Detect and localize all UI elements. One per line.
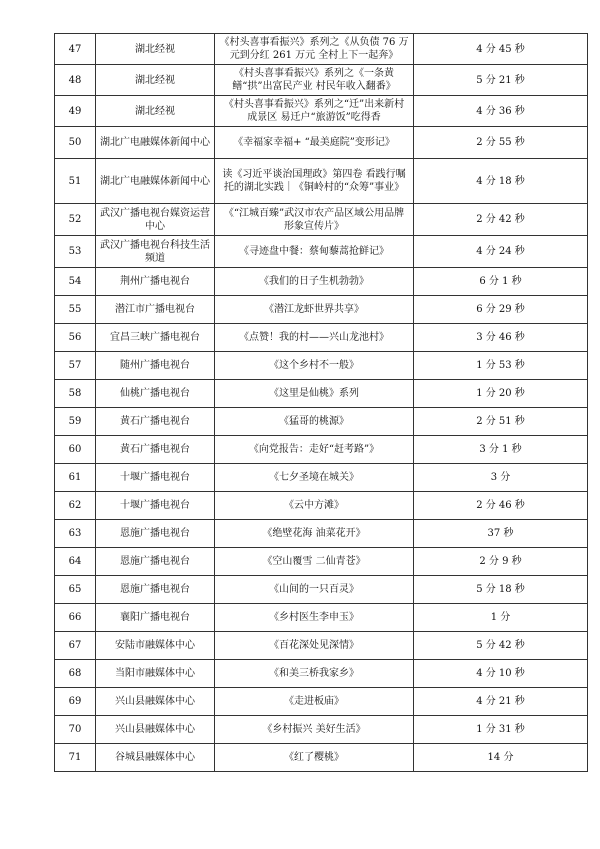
program-title: 《“江城百臻”武汉市农产品区域公用品牌形象宣传片》 bbox=[215, 204, 414, 236]
program-length: 2 分 9 秒 bbox=[414, 548, 588, 576]
program-list-body bbox=[55, 34, 588, 772]
row-number: 56 bbox=[55, 324, 96, 352]
program-length: 14 分 bbox=[414, 744, 588, 772]
table-row bbox=[55, 520, 588, 548]
program-length: 3 分 bbox=[414, 464, 588, 492]
table-row bbox=[55, 127, 588, 159]
table-row bbox=[55, 65, 588, 96]
program-title: 《我们的日子生机勃勃》 bbox=[215, 268, 414, 296]
program-length: 2 分 55 秒 bbox=[414, 127, 588, 159]
table-row bbox=[55, 159, 588, 204]
program-length: 6 分 29 秒 bbox=[414, 296, 588, 324]
program-title: 读《习近平谈治国理政》第四卷 看践行嘱托的湖北实践｜《铜岭村的“众筹”事业》 bbox=[215, 159, 414, 204]
program-title: 《走进板庙》 bbox=[215, 688, 414, 716]
program-title: 《点赞！我的村——兴山龙池村》 bbox=[215, 324, 414, 352]
row-number: 71 bbox=[55, 744, 96, 772]
program-length: 2 分 51 秒 bbox=[414, 408, 588, 436]
unit-name: 随州广播电视台 bbox=[96, 352, 215, 380]
program-list-table bbox=[54, 33, 588, 772]
row-number: 64 bbox=[55, 548, 96, 576]
program-length: 4 分 24 秒 bbox=[414, 236, 588, 268]
row-number: 63 bbox=[55, 520, 96, 548]
row-number: 49 bbox=[55, 96, 96, 127]
program-title: 《潜江龙虾世界共享》 bbox=[215, 296, 414, 324]
unit-name: 潜江市广播电视台 bbox=[96, 296, 215, 324]
program-title: 《绝壁花海 油菜花开》 bbox=[215, 520, 414, 548]
unit-name: 兴山县融媒体中心 bbox=[96, 688, 215, 716]
row-number: 69 bbox=[55, 688, 96, 716]
row-number: 61 bbox=[55, 464, 96, 492]
row-number: 66 bbox=[55, 604, 96, 632]
table-row bbox=[55, 352, 588, 380]
unit-name: 安陆市融媒体中心 bbox=[96, 632, 215, 660]
row-number: 58 bbox=[55, 380, 96, 408]
unit-name: 湖北广电融媒体新闻中心 bbox=[96, 127, 215, 159]
unit-name: 当阳市融媒体中心 bbox=[96, 660, 215, 688]
program-title: 《村头喜事看振兴》系列之《从负债 76 万元到分红 261 万元 全村上下一起奔》 bbox=[215, 34, 414, 65]
program-length: 1 分 bbox=[414, 604, 588, 632]
program-title: 《村头喜事看振兴》系列之《一条黄鳝“拱”出富民产业 村民年收入翻番》 bbox=[215, 65, 414, 96]
program-title: 《空山覆雪 二仙青苍》 bbox=[215, 548, 414, 576]
program-length: 1 分 53 秒 bbox=[414, 352, 588, 380]
table-row bbox=[55, 632, 588, 660]
unit-name: 黄石广播电视台 bbox=[96, 408, 215, 436]
program-title: 《向党报告：走好“赶考路”》 bbox=[215, 436, 414, 464]
program-title: 《这里是仙桃》系列 bbox=[215, 380, 414, 408]
row-number: 54 bbox=[55, 268, 96, 296]
row-number: 48 bbox=[55, 65, 96, 96]
program-length: 4 分 10 秒 bbox=[414, 660, 588, 688]
unit-name: 湖北广电融媒体新闻中心 bbox=[96, 159, 215, 204]
program-title: 《和美三桥我家乡》 bbox=[215, 660, 414, 688]
unit-name: 黄石广播电视台 bbox=[96, 436, 215, 464]
table-row bbox=[55, 204, 588, 236]
table-row bbox=[55, 688, 588, 716]
program-title: 《幸福家幸福+ “最美庭院”变形记》 bbox=[215, 127, 414, 159]
program-title: 《山间的一只百灵》 bbox=[215, 576, 414, 604]
row-number: 47 bbox=[55, 34, 96, 65]
row-number: 53 bbox=[55, 236, 96, 268]
program-title: 《红了樱桃》 bbox=[215, 744, 414, 772]
row-number: 59 bbox=[55, 408, 96, 436]
row-number: 50 bbox=[55, 127, 96, 159]
unit-name: 恩施广播电视台 bbox=[96, 520, 215, 548]
table-row bbox=[55, 744, 588, 772]
program-length: 4 分 18 秒 bbox=[414, 159, 588, 204]
table-row bbox=[55, 492, 588, 520]
unit-name: 恩施广播电视台 bbox=[96, 576, 215, 604]
unit-name: 十堰广播电视台 bbox=[96, 492, 215, 520]
program-title: 《云中方滩》 bbox=[215, 492, 414, 520]
unit-name: 宜昌三峡广播电视台 bbox=[96, 324, 215, 352]
unit-name: 仙桃广播电视台 bbox=[96, 380, 215, 408]
program-length: 3 分 1 秒 bbox=[414, 436, 588, 464]
program-length: 6 分 1 秒 bbox=[414, 268, 588, 296]
row-number: 68 bbox=[55, 660, 96, 688]
table-row bbox=[55, 96, 588, 127]
program-length: 1 分 31 秒 bbox=[414, 716, 588, 744]
row-number: 67 bbox=[55, 632, 96, 660]
unit-name: 武汉广播电视台科技生活频道 bbox=[96, 236, 215, 268]
table-row bbox=[55, 34, 588, 65]
row-number: 60 bbox=[55, 436, 96, 464]
program-length: 5 分 18 秒 bbox=[414, 576, 588, 604]
program-length: 4 分 45 秒 bbox=[414, 34, 588, 65]
program-title: 《乡村振兴 美好生活》 bbox=[215, 716, 414, 744]
table-row bbox=[55, 576, 588, 604]
row-number: 70 bbox=[55, 716, 96, 744]
unit-name: 湖北经视 bbox=[96, 34, 215, 65]
table-row bbox=[55, 408, 588, 436]
program-title: 《村头喜事看振兴》系列之“迁”出来新村成景区 易迁户“旅游饭”吃得香 bbox=[215, 96, 414, 127]
table-row bbox=[55, 324, 588, 352]
program-length: 2 分 42 秒 bbox=[414, 204, 588, 236]
unit-name: 襄阳广播电视台 bbox=[96, 604, 215, 632]
program-title: 《百花深处见深情》 bbox=[215, 632, 414, 660]
unit-name: 武汉广播电视台媒资运营中心 bbox=[96, 204, 215, 236]
unit-name: 兴山县融媒体中心 bbox=[96, 716, 215, 744]
row-number: 51 bbox=[55, 159, 96, 204]
unit-name: 荆州广播电视台 bbox=[96, 268, 215, 296]
program-length: 5 分 42 秒 bbox=[414, 632, 588, 660]
program-length: 5 分 21 秒 bbox=[414, 65, 588, 96]
program-title: 《七夕圣境在城关》 bbox=[215, 464, 414, 492]
row-number: 65 bbox=[55, 576, 96, 604]
table-row bbox=[55, 380, 588, 408]
row-number: 55 bbox=[55, 296, 96, 324]
program-title: 《这个乡村不一般》 bbox=[215, 352, 414, 380]
row-number: 62 bbox=[55, 492, 96, 520]
table-row bbox=[55, 268, 588, 296]
program-length: 4 分 36 秒 bbox=[414, 96, 588, 127]
program-length: 37 秒 bbox=[414, 520, 588, 548]
unit-name: 谷城县融媒体中心 bbox=[96, 744, 215, 772]
program-length: 3 分 46 秒 bbox=[414, 324, 588, 352]
table-row bbox=[55, 660, 588, 688]
table-row bbox=[55, 236, 588, 268]
unit-name: 恩施广播电视台 bbox=[96, 548, 215, 576]
table-row bbox=[55, 296, 588, 324]
program-length: 1 分 20 秒 bbox=[414, 380, 588, 408]
table-row bbox=[55, 716, 588, 744]
table-row bbox=[55, 548, 588, 576]
program-length: 2 分 46 秒 bbox=[414, 492, 588, 520]
table-row bbox=[55, 604, 588, 632]
unit-name: 湖北经视 bbox=[96, 96, 215, 127]
unit-name: 十堰广播电视台 bbox=[96, 464, 215, 492]
row-number: 57 bbox=[55, 352, 96, 380]
row-number: 52 bbox=[55, 204, 96, 236]
program-title: 《乡村医生李申玉》 bbox=[215, 604, 414, 632]
program-length: 4 分 21 秒 bbox=[414, 688, 588, 716]
table-row bbox=[55, 464, 588, 492]
program-title: 《寻迹盘中餐：蔡甸藜蒿抢鲜记》 bbox=[215, 236, 414, 268]
unit-name: 湖北经视 bbox=[96, 65, 215, 96]
program-title: 《猛哥的桃源》 bbox=[215, 408, 414, 436]
table-row bbox=[55, 436, 588, 464]
